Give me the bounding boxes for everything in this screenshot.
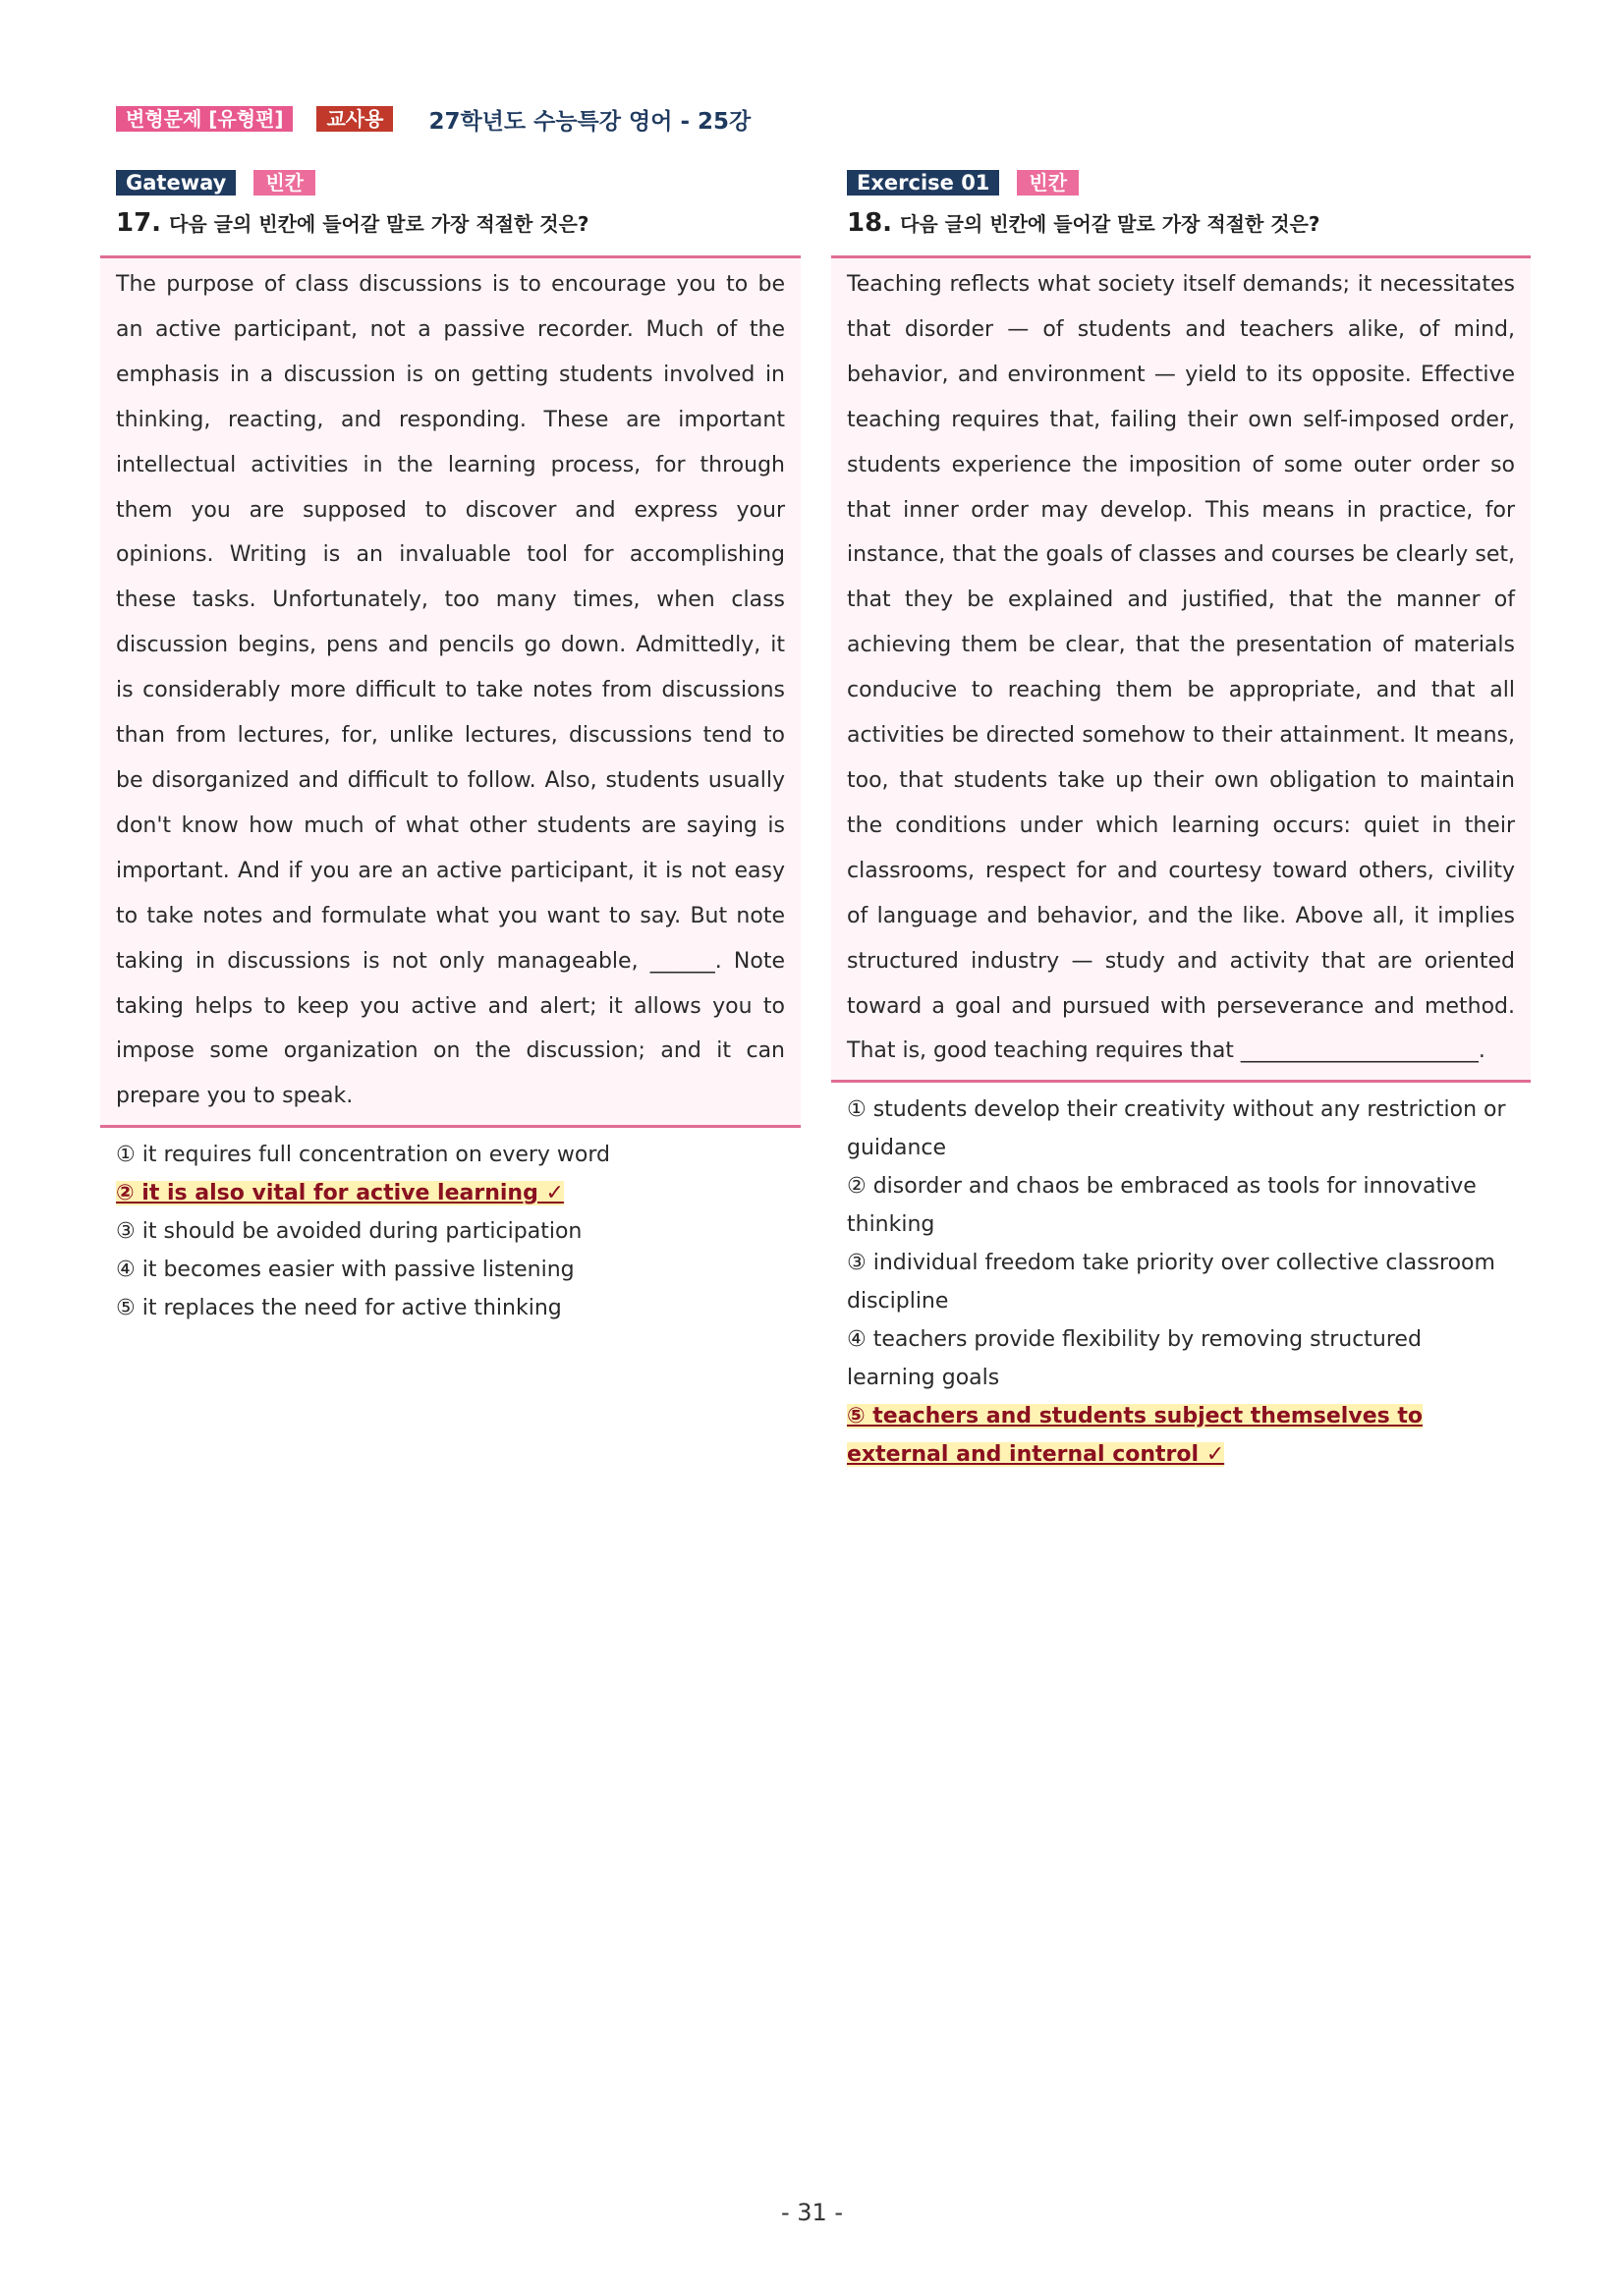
question-prompt (116, 206, 801, 240)
option-2[interactable]: ② disorder and chaos be embraced as tools for innovative thinking (847, 1174, 1477, 1238)
question-18-header (831, 169, 1531, 240)
question-17-column (100, 169, 801, 1327)
option-3[interactable]: ③ individual freedom take priority over collective classroom discipline (847, 1251, 1495, 1315)
answer-options (831, 1083, 1531, 1474)
option-4[interactable]: ④ it becomes easier with passive listening (116, 1258, 575, 1283)
section-label: Gateway (116, 170, 236, 196)
option-1[interactable]: ① students develop their creativity without any restriction or guidance (847, 1097, 1506, 1161)
option-2-correct[interactable]: ② it is also vital for active learning ✓ (116, 1181, 564, 1206)
question-18-column (831, 169, 1531, 1474)
option-3[interactable]: ③ it should be avoided during participation (116, 1219, 583, 1245)
option-4[interactable]: ④ teachers provide flexibility by removing structured learning goals (847, 1327, 1422, 1391)
question-type-tag: 빈칸 (1017, 170, 1079, 196)
question-text: 다음 글의 빈칸에 들어갈 말로 가장 적절한 것은? (900, 212, 1320, 236)
page-number: - 31 - (780, 2199, 844, 2226)
section-label: Exercise 01 (847, 170, 999, 196)
question-text: 다음 글의 빈칸에 들어갈 말로 가장 적절한 것은? (169, 212, 589, 236)
question-type-tag: 빈칸 (253, 170, 315, 196)
passage-box: The purpose of class discussions is to encourage you to be an active participant, not a passive recorder. Much of the emphasis in a discussion is on getting students involved in thinking, reacting, and responding. These are important intellectual activities in the learning process, for through them you are supposed to discover and express your opinions. Writing is an invaluable tool for accomplishing these tasks. Unfortunately, too many times, when class discussion begins, pens and pencils go down. Admittedly, it is considerably more difficult to take notes from discussions than from lectures, for, unlike lectures, discussions tend to be disorganized and difficult to follow. Also, students usually don't know how much of what other students are saying is important. And if you are an active participant, it is not easy to take notes and formulate what you want to say. But note taking in discussions is not only manageable, ______. Note taking helps to keep you active and alert; it allows you to impose some organization on the discussion; and it can prepare you to speak. (100, 255, 801, 1128)
question-number: 17. (116, 208, 162, 238)
workbook-type-tag: 변형문제 [유형편] (116, 106, 293, 132)
question-17-header (100, 169, 801, 240)
option-5[interactable]: ⑤ it replaces the need for active thinking (116, 1296, 562, 1321)
option-5-correct[interactable]: ⑤ teachers and students subject themselves to external and internal control ✓ (847, 1404, 1423, 1468)
question-prompt (847, 206, 1531, 240)
answer-options (100, 1128, 801, 1327)
teacher-edition-tag: 교사용 (316, 106, 393, 132)
option-1[interactable]: ① it requires full concentration on every word (116, 1143, 611, 1168)
passage-box: Teaching reflects what society itself demands; it necessitates that disorder — of students and teachers alike, of mind, behavior, and environment — yield to its opposite. Effective teaching requires that, failing their own self-imposed order, students experience the imposition of some outer order so that inner order may develop. This means in practice, for instance, that the goals of classes and courses be clearly set, that they be explained and justified, that the manner of achieving them be clear, that the presentation of materials conducive to reaching them be appropriate, and that all activities be directed somehow to their attainment. It means, too, that students take up their own obligation to maintain the conditions under which learning occurs: quiet in their classrooms, respect for and courtesy toward others, civility of language and behavior, and the like. Above all, it implies structured industry — study and activity that are oriented toward a goal and pursued with perseverance and method. That is, good teaching requires that ______________________. (831, 255, 1531, 1083)
question-number: 18. (847, 208, 893, 238)
page-header (116, 104, 751, 134)
page-title: 27학년도 수능특강 영어 - 25강 (428, 108, 752, 135)
